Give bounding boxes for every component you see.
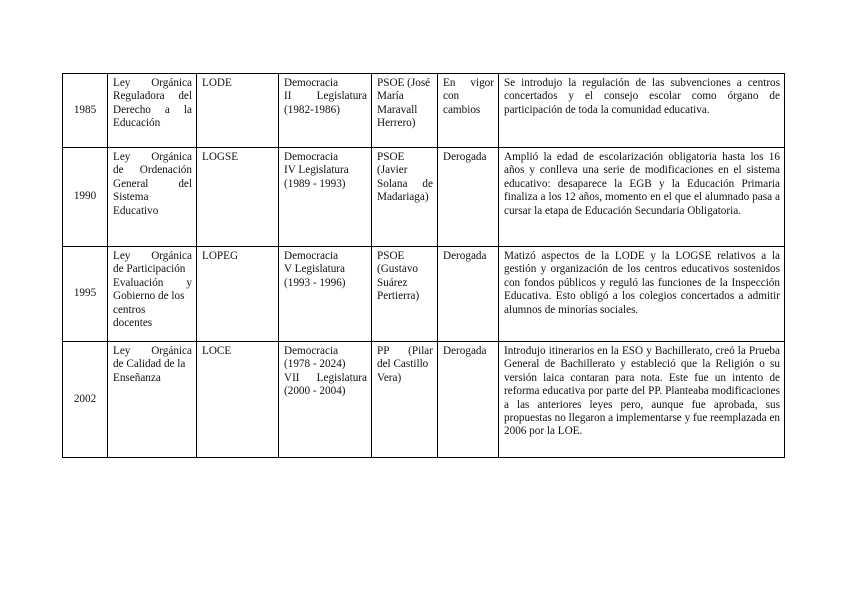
status-line: Derogada <box>443 151 487 163</box>
legislature-line: (1989 - 1993) <box>284 177 346 190</box>
law-name-line: Ley Orgánica <box>113 151 192 163</box>
law-name-line: Gobierno de los <box>113 290 185 303</box>
legislature-line: V Legislatura <box>284 263 345 276</box>
legislature-cell <box>279 342 372 458</box>
party-line: PSOE <box>377 250 405 262</box>
acronym-cell: LOPEG <box>197 247 279 342</box>
description-cell: Se introdujo la regulación de las subvenciones a centros concertados y el consejo escolar como órgano de participación de toda la comunidad educativa. <box>499 74 785 148</box>
legislature-line: (2000 - 2004) <box>284 385 346 398</box>
status-line: En vigor <box>443 77 494 89</box>
year-cell: 1990 <box>63 148 108 247</box>
law-name-line: Evaluación y <box>113 276 192 289</box>
year-cell: 1995 <box>63 247 108 342</box>
status-cell <box>438 342 499 458</box>
law-name-cell <box>108 148 197 247</box>
law-name-line: docentes <box>113 317 153 330</box>
status-cell <box>438 247 499 342</box>
party-cell <box>372 74 438 148</box>
law-name-line: centros <box>113 303 146 316</box>
law-name-line: General del <box>113 177 192 190</box>
table-row <box>63 247 785 342</box>
party-line: Herrero) <box>377 117 416 130</box>
acronym-cell: LODE <box>197 74 279 148</box>
legislature-line: Democracia <box>284 77 339 89</box>
party-line: Pertierra) <box>377 290 420 303</box>
law-name-line: Educativo <box>113 204 159 217</box>
legislature-line: VII Legislatura <box>284 371 367 384</box>
law-name-cell <box>108 342 197 458</box>
legislature-line: Democracia <box>284 345 339 357</box>
law-name-line: Reguladora del <box>113 90 192 103</box>
legislature-cell <box>279 148 372 247</box>
law-name-line: Ley Orgánica <box>113 250 192 262</box>
status-line: con <box>443 90 460 103</box>
law-name-line: de Participación <box>113 263 186 276</box>
year-cell: 1985 <box>63 74 108 148</box>
law-name-line: Enseñanza <box>113 371 161 384</box>
description-cell: Amplió la edad de escolarización obligatoria hasta los 16 años y conlleva una serie de modificaciones en el sistema educativo: desaparece la EGB y la Educación Primaria finaliza a los 12 años, momento en el que el alumnado pasa a cursar la etapa de Educación Secundaria Obligatoria. <box>499 148 785 247</box>
law-name-line: Sistema <box>113 191 149 204</box>
party-line: Madariaga) <box>377 191 429 204</box>
legislature-line: IV Legislatura <box>284 164 349 177</box>
status-line: Derogada <box>443 345 487 357</box>
description-cell: Matizó aspectos de la LODE y la LOGSE relativos a la gestión y organización de los centros educativos sostenidos con fondos públicos y reguló las funciones de la Inspección Educativa. Esto obligó a los colegios concertados a admitir alumnos de minorías sociales. <box>499 247 785 342</box>
party-line: (Javier <box>377 164 408 177</box>
party-line: PSOE <box>377 151 405 163</box>
law-name-line: de Calidad de la <box>113 358 186 371</box>
acronym-cell: LOCE <box>197 342 279 458</box>
law-name-cell <box>108 247 197 342</box>
law-name-line: Ley Orgánica <box>113 77 192 89</box>
status-cell <box>438 148 499 247</box>
description-cell: Introdujo itinerarios en la ESO y Bachillerato, creó la Prueba General de Bachillerato y estableció que la Religión o su versión laica contaran para nota. Este fue un intento de reforma educativa por parte del PP. Planteaba modificaciones a las anteriores leyes pero, aunque fue aprobada, sus propuestas no llegaron a implementarse y fue reemplazada en 2006 por la LOE. <box>499 342 785 458</box>
legislature-line: (1982-1986) <box>284 103 340 116</box>
party-line: del Castillo <box>377 358 429 371</box>
party-line: María <box>377 90 404 103</box>
law-name-line: Educación <box>113 117 161 130</box>
table-row <box>63 148 785 247</box>
acronym-cell: LOGSE <box>197 148 279 247</box>
status-line: Derogada <box>443 250 487 262</box>
party-line: Maravall <box>377 103 418 116</box>
legislature-line: (1978 - 2024) <box>284 358 346 371</box>
party-cell <box>372 247 438 342</box>
legislature-cell <box>279 247 372 342</box>
party-line: Solana de <box>377 177 433 190</box>
party-line: PP (Pilar <box>377 345 433 357</box>
status-cell <box>438 74 499 148</box>
legislature-line: (1993 - 1996) <box>284 276 346 289</box>
legislature-cell <box>279 74 372 148</box>
law-name-line: de Ordenación <box>113 164 192 177</box>
legislature-line: Democracia <box>284 250 339 262</box>
year-cell: 2002 <box>63 342 108 458</box>
legislature-line: II Legislatura <box>284 90 367 103</box>
law-name-line: Ley Orgánica <box>113 345 192 357</box>
law-name-line: Derecho a la <box>113 103 192 116</box>
party-line: Suárez <box>377 276 408 289</box>
party-cell <box>372 148 438 247</box>
table-row <box>63 74 785 148</box>
party-line: Vera) <box>377 371 402 384</box>
party-line: (Gustavo <box>377 263 419 276</box>
party-cell <box>372 342 438 458</box>
legislature-line: Democracia <box>284 151 339 163</box>
status-line: cambios <box>443 103 481 116</box>
law-name-cell <box>108 74 197 148</box>
table-row <box>63 342 785 458</box>
education-laws-table <box>62 73 785 458</box>
party-line: PSOE (José <box>377 77 431 89</box>
